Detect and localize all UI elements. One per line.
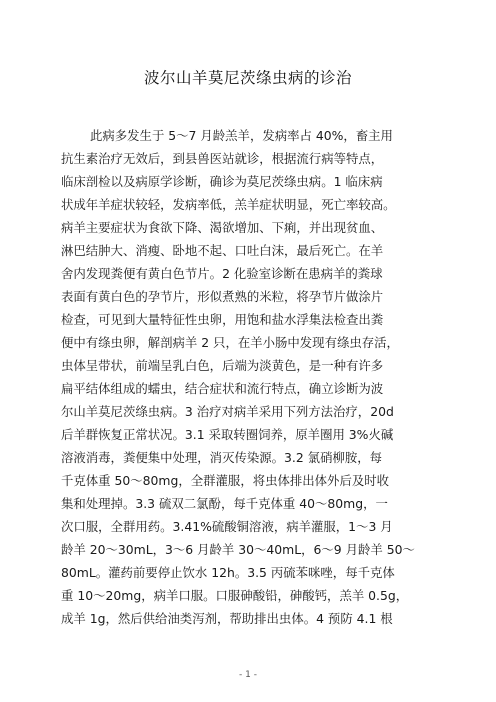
paragraph-line: 检查，可见到大量特征性虫卵，用饱和盐水浮集法检查出粪 — [61, 312, 384, 327]
body-paragraph — [61, 124, 435, 630]
paragraph-line: 千克体重 50～80mg，全群灌服，将虫体排出体外后及时收 — [61, 473, 390, 488]
paragraph-line: 80mL。灌药前要停止饮水 12h。3.5 丙硫苯咪唑，每千克体 — [61, 565, 395, 580]
paragraph-line: 溶液消毒，粪便集中处理，消灭传染源。3.2 氯硝柳胺，每 — [61, 450, 383, 465]
paragraph-line: 后羊群恢复正常状况。3.1 采取转圈饲养，原羊圈用 3%火碱 — [61, 427, 394, 442]
paragraph-line: 集和处理掉。3.3 硫双二氯酚，每千克体重 40～80mg，一 — [61, 496, 388, 511]
paragraph-line: 状成年羊症状较轻，发病率低，羔羊症状明显，死亡率较高。 — [61, 197, 396, 212]
page-number: - 1 - — [239, 670, 257, 680]
paragraph-line: 重 10～20mg，病羊口服。口服砷酸铅，砷酸钙，羔羊 0.5g， — [61, 588, 409, 603]
paragraph-line: 扁平结体组成的蠕虫，结合症状和流行特点，确立诊断为波 — [61, 381, 384, 396]
paragraph-line: 舍内发现粪便有黄白色节片。2 化验室诊断在患病羊的粪球 — [61, 266, 383, 281]
paragraph-line: 尔山羊莫尼茨绦虫病。3 治疗对病羊采用下列方法治疗，20d — [61, 404, 394, 419]
paragraph-line: 淋巴结肿大、消瘦、卧地不起、口吐白沫，最后死亡。在羊 — [61, 243, 384, 258]
paragraph-line: 病羊主要症状为食欲下降、渴欲增加、下痢，并出现贫血、 — [61, 220, 384, 235]
paragraph-line: 次口服，全群用药。3.41%硫酸铜溶液，病羊灌服，1～3 月 — [61, 519, 393, 534]
paragraph-line: 成羊 1g，然后供给油类泻剂，帮助排出虫体。4 预防 4.1 根 — [61, 611, 393, 626]
document-title: 波尔山羊莫尼茨绦虫病的诊治 — [143, 69, 352, 87]
paragraph-line: 表面有黄白色的孕节片，形似煮熟的米粒，将孕节片做涂片 — [61, 289, 384, 304]
paragraph-line: 此病多发生于 5～7 月龄羔羊，发病率占 40%，畜主用 — [90, 128, 393, 143]
paragraph-line: 临床剖检以及病原学诊断，确诊为莫尼茨绦虫病。1 临床病 — [61, 174, 383, 189]
paragraph-line: 虫体呈带状，前端呈乳白色，后端为淡黄色，是一种有许多 — [61, 358, 384, 373]
paragraph-line: 便中有绦虫卵，解剖病羊 2 只，在羊小肠中发现有绦虫存活， — [61, 335, 399, 350]
paragraph-line: 龄羊 20～30mL，3～6 月龄羊 30～40mL，6～9 月龄羊 50～ — [61, 542, 415, 557]
paragraph-line: 抗生素治疗无效后，到县兽医站就诊，根据流行病等特点， — [61, 151, 384, 166]
